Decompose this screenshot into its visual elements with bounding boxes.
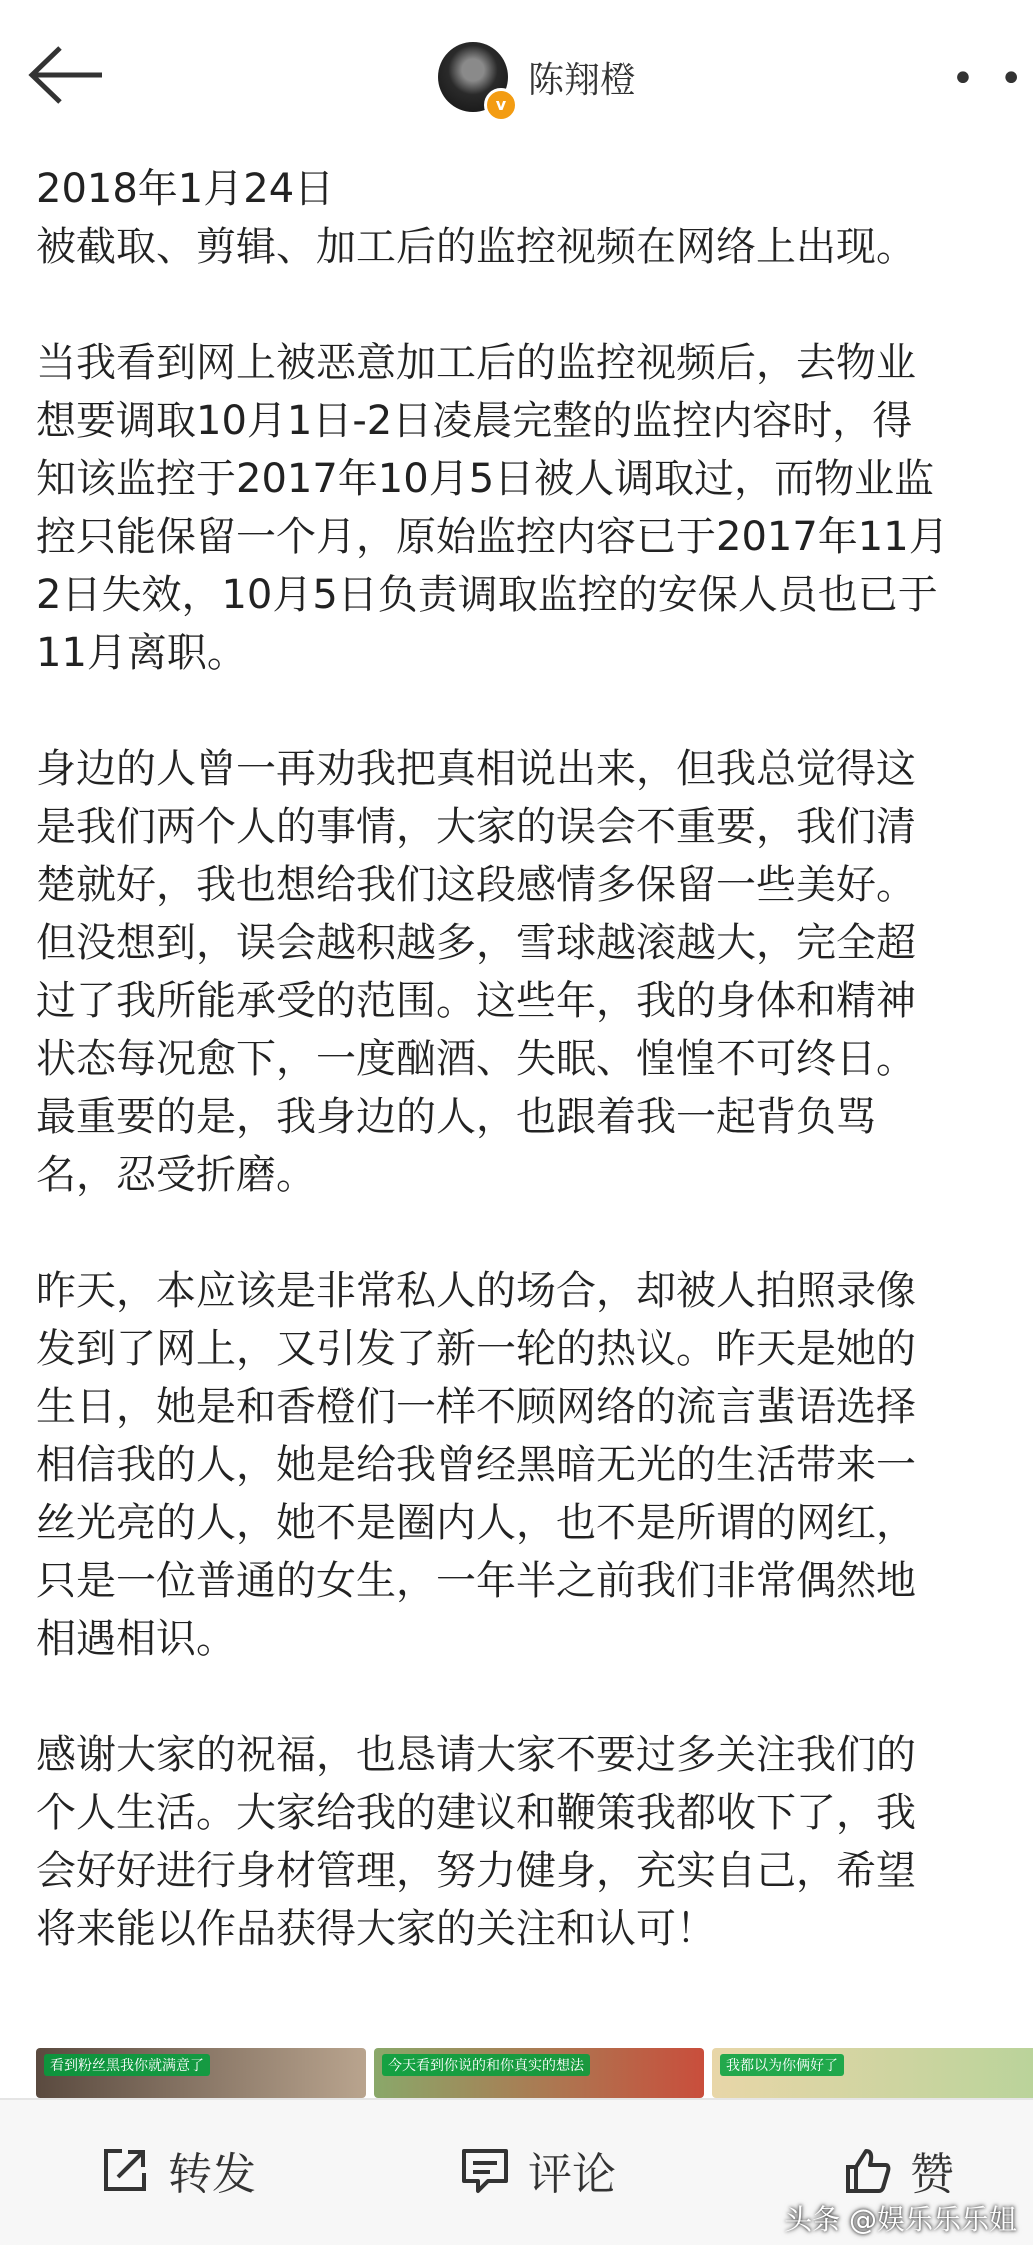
image-strip [36,2048,1033,2098]
post-paragraph-1: 2018年1月24日 被截取、剪辑、加工后的监控视频在网络上出现。 [36,166,916,270]
post-paragraph-5: 感谢大家的祝福，也恳请大家不要过多关注我们的 个人生活。大家给我的建议和鞭策我都收下了，我 会好好进行身材管理，努力健身，充实自己，希望 将来能以作品获得大家的关注和认可！ [36,1732,916,1952]
repost-label: 转发 [168,2149,256,2200]
more-options-button[interactable]: • • [951,56,1029,102]
like-button[interactable] [842,2140,954,2200]
image-caption: 我都以为你俩好了 [720,2054,844,2076]
top-navigation-bar [0,0,1033,150]
comment-label: 评论 [528,2149,616,2200]
watermark: 头条 @娱乐乐乐姐 [784,2203,1017,2236]
repost-button[interactable] [100,2140,256,2200]
verified-badge-icon: v [484,88,518,122]
post-image-3[interactable] [712,2048,1033,2098]
post-paragraph-3: 身边的人曾一再劝我把真相说出来，但我总觉得这 是我们两个人的事情，大家的误会不重要，我们清 楚就好，我也想给我们这段感情多保留一些美好。 但没想到，误会越积越多，雪球越滚越大，完全超 过了我所能承受的范围。这些年，我的身体和精神 状态每况愈下，一度酗酒、失眠、惶惶不可终日。 最重要的是，我身边的人，也跟着我一起背负骂 名，忍受折磨。 [36,746,916,1198]
image-caption: 看到粉丝黑我你就满意了 [44,2054,210,2076]
comment-button[interactable] [460,2140,616,2200]
back-arrow-icon [26,44,106,106]
thumbs-up-icon [842,2145,892,2195]
post-body [36,160,1031,2016]
post-paragraph-4: 昨天，本应该是非常私人的场合，却被人拍照录像 发到了网上，又引发了新一轮的热议。昨天是她的 生日，她是和香橙们一样不顾网络的流言蜚语选择 相信我的人，她是给我曾经黑暗无光的生活带来一 丝光亮的人，她不是圈内人，也不是所谓的网红， 只是一位普通的女生，一年半之前我们非常偶然地 相遇相识。 [36,1268,916,1662]
post-image-1[interactable] [36,2048,366,2098]
like-label: 赞 [910,2149,954,2200]
image-caption: 今天看到你说的和你真实的想法 [382,2054,590,2076]
post-image-2[interactable] [374,2048,704,2098]
post-paragraph-2: 当我看到网上被恶意加工后的监控视频后，去物业 想要调取10月1日-2日凌晨完整的监控内容时，得 知该监控于2017年10月5日被人调取过，而物业监 控只能保留一个月，原始监控内容已于2017年11月 2日失效，10月5日负责调取监控的安保人员也已于 11月离职。 [36,340,949,676]
comment-icon [460,2145,510,2195]
share-icon [100,2145,150,2195]
back-button[interactable] [26,44,106,106]
user-name[interactable]: 陈翔橙 [528,60,637,101]
